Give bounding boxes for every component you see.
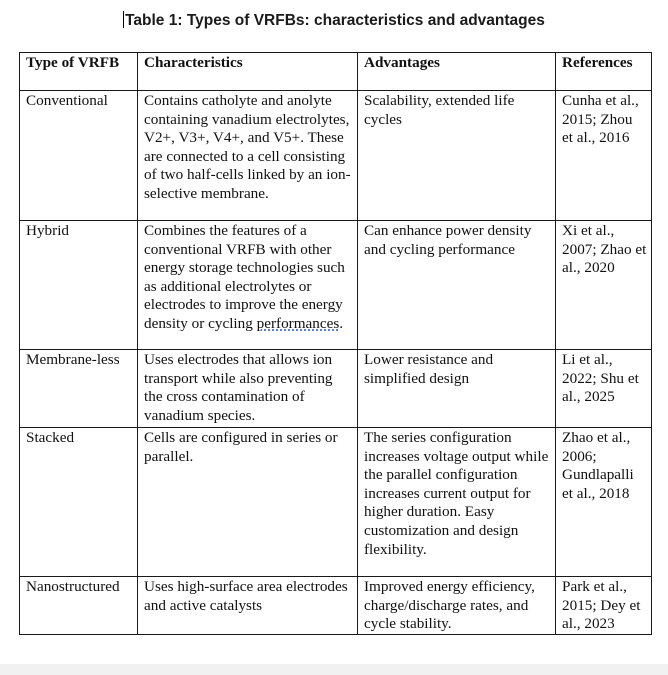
cell-type[interactable]: Membrane-less (20, 350, 138, 428)
grammar-flagged-word[interactable]: performances (256, 314, 340, 332)
header-references[interactable]: References (556, 53, 652, 91)
cell-references[interactable]: Li et al., 2022; Shu et al., 2025 (556, 350, 652, 428)
table-row (20, 428, 652, 577)
characteristics-end: . (339, 314, 344, 332)
table-row (20, 91, 652, 221)
cell-advantages[interactable]: Improved energy efficiency, charge/discharge rates, and cycle stability. (358, 577, 556, 635)
header-advantages[interactable]: Advantages (358, 53, 556, 91)
vrfb-types-table (19, 52, 652, 635)
cell-advantages[interactable]: Can enhance power density and cycling performance (358, 221, 556, 350)
text-cursor (123, 11, 124, 28)
cell-advantages[interactable]: The series configuration increases voltage output while the parallel configuration increases current output for higher duration. Easy customization and design flexibility. (358, 428, 556, 577)
cell-references[interactable]: Zhao et al., 2006; Gundlapalli et al., 2018 (556, 428, 652, 577)
caption-text: Table 1: Types of VRFBs: characteristics and advantages (125, 12, 545, 29)
cell-characteristics[interactable] (138, 221, 358, 350)
cell-advantages[interactable]: Scalability, extended life cycles (358, 91, 556, 221)
characteristics-text: Combines the features of a conventional VRFB with other energy storage technologies such as additional electrolytes or electrodes to improve the energy density or cycling (144, 222, 345, 332)
table-row (20, 577, 652, 635)
table-row (20, 350, 652, 428)
cell-characteristics[interactable]: Contains catholyte and anolyte containing vanadium electrolytes, V2+, V3+, V4+, and V5+. These are connected to a cell consisting of two half-cells linked by an ion-selective membrane. (138, 91, 358, 221)
cell-characteristics[interactable]: Cells are configured in series or parallel. (138, 428, 358, 577)
cell-type[interactable]: Hybrid (20, 221, 138, 350)
cell-references[interactable]: Xi et al., 2007; Zhao et al., 2020 (556, 221, 652, 350)
table-row (20, 221, 652, 350)
cell-advantages[interactable]: Lower resistance and simplified design (358, 350, 556, 428)
cell-references[interactable]: Park et al., 2015; Dey et al., 2023 (556, 577, 652, 635)
cell-type[interactable]: Nanostructured (20, 577, 138, 635)
header-characteristics[interactable]: Characteristics (138, 53, 358, 91)
bottom-strip (0, 664, 668, 675)
table-header-row (20, 53, 652, 91)
table-caption[interactable] (0, 11, 668, 30)
header-type[interactable]: Type of VRFB (20, 53, 138, 91)
cell-characteristics[interactable]: Uses electrodes that allows ion transport while also preventing the cross contamination of vanadium species. (138, 350, 358, 428)
cell-type[interactable]: Conventional (20, 91, 138, 221)
cell-references[interactable]: Cunha et al., 2015; Zhou et al., 2016 (556, 91, 652, 221)
cell-type[interactable]: Stacked (20, 428, 138, 577)
cell-characteristics[interactable]: Uses high-surface area electrodes and active catalysts (138, 577, 358, 635)
